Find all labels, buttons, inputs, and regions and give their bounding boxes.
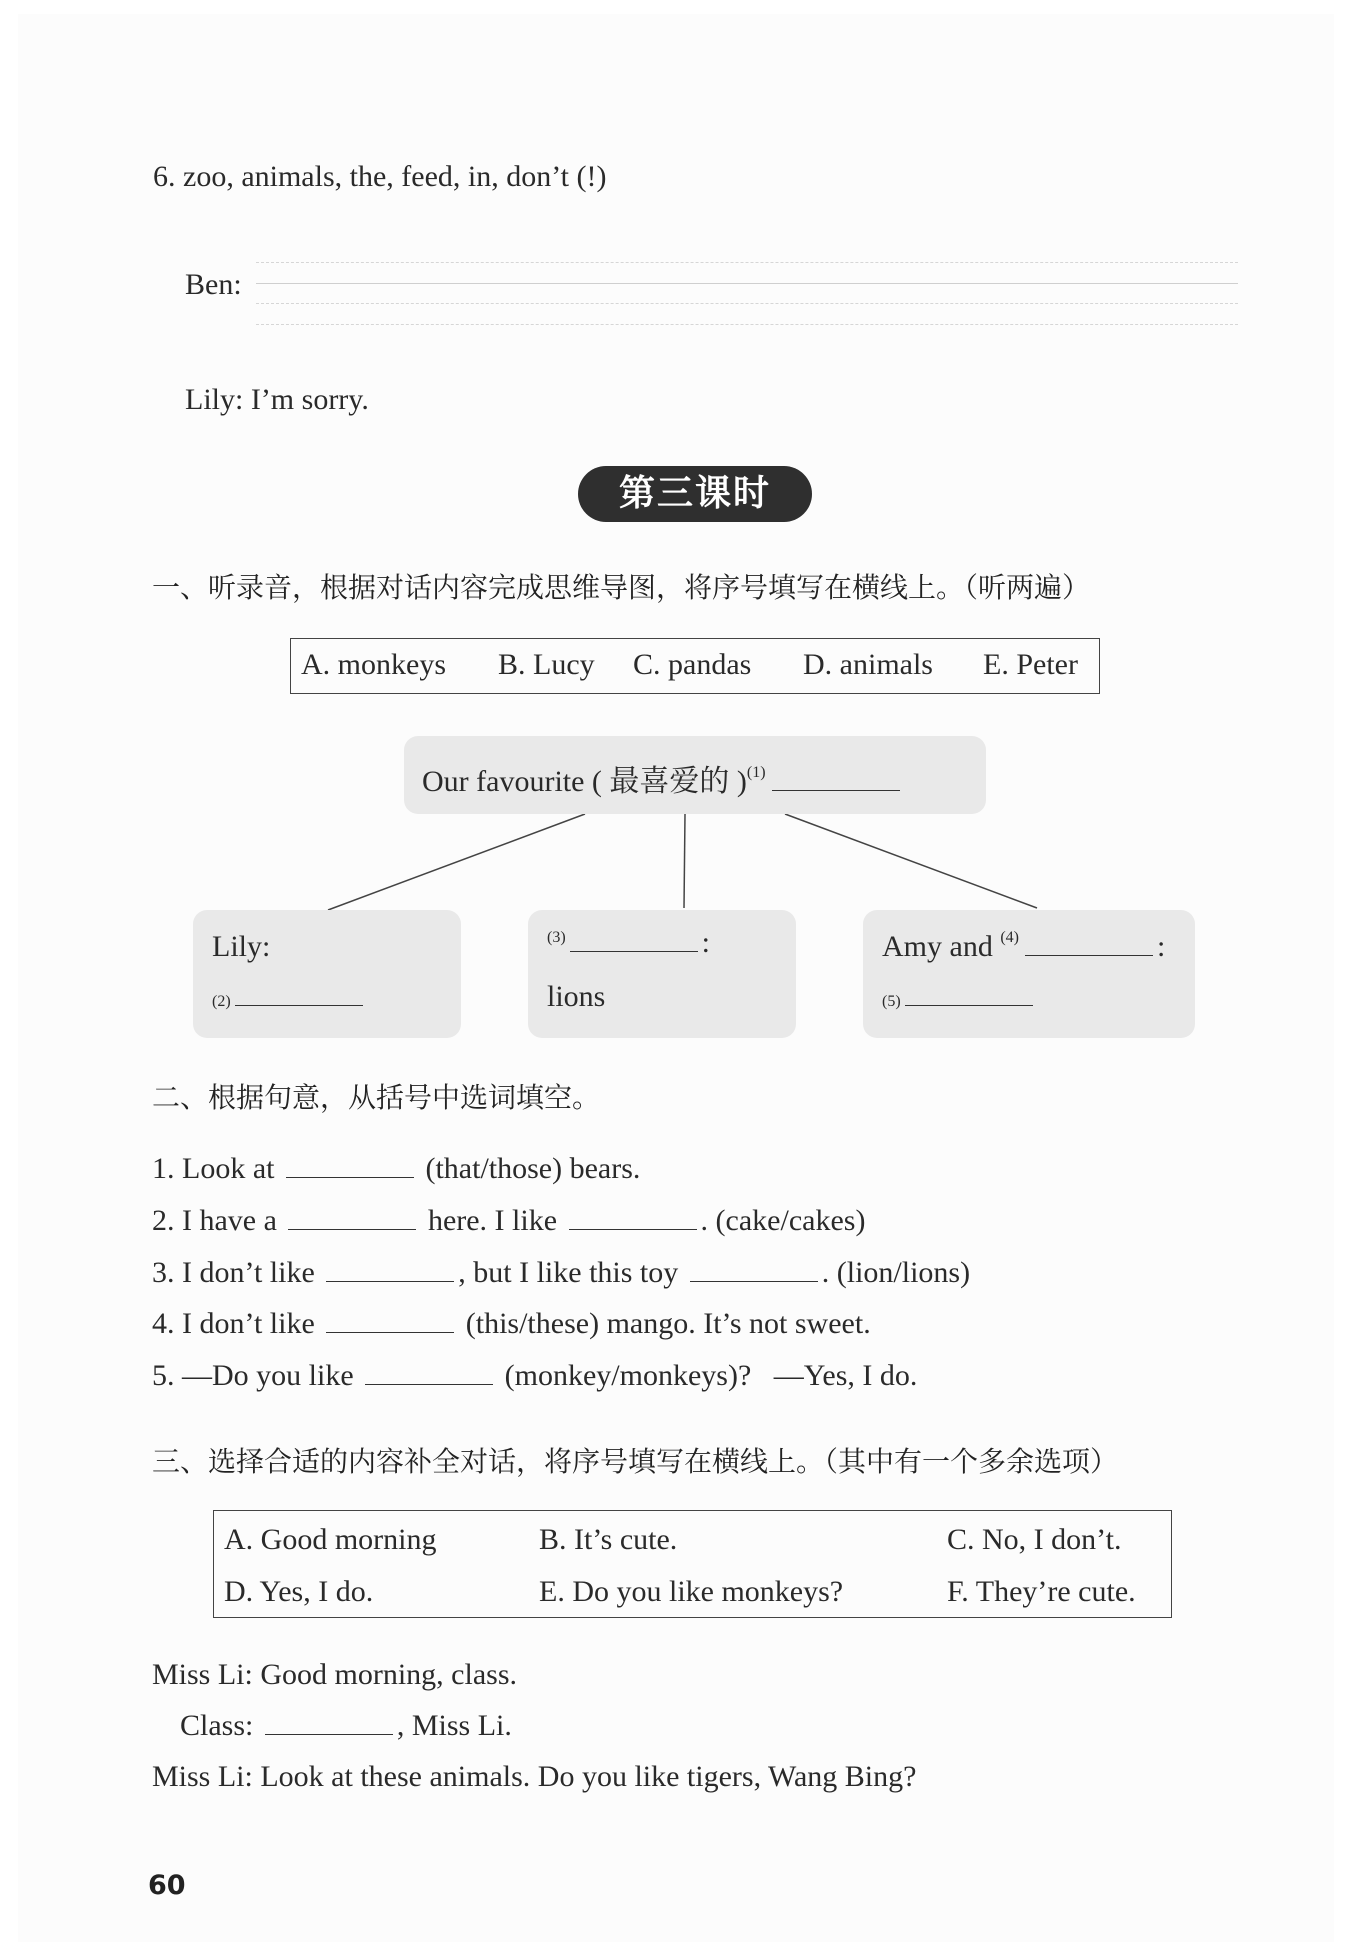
mid-blank-row — [547, 926, 710, 960]
root-text: Our favourite ( 最喜爱的 ) — [422, 765, 747, 798]
s2-item-3-text-c: . (lion/lions) — [821, 1256, 971, 1289]
blank-2[interactable] — [235, 1004, 363, 1006]
amy-colon: : — [1156, 930, 1166, 963]
blank-4[interactable] — [1025, 954, 1153, 956]
s3-dialogue-line-2 — [180, 1709, 512, 1743]
section2-heading: 二、根据句意，从括号中选词填空。 — [152, 1081, 601, 1114]
s3-dialogue-line-3: Miss Li: Look at these animals. Do you like tigers, Wang Bing? — [152, 1760, 917, 1793]
s2-item-5-text-c: —Yes, I do. — [773, 1359, 918, 1392]
section3-options-box — [213, 1510, 1172, 1618]
lily-index: (2) — [212, 993, 231, 1010]
s2-blank-2a[interactable] — [288, 1228, 416, 1230]
section1-heading: 一、听录音，根据对话内容完成思维导图，将序号填写在横线上。（听两遍） — [152, 571, 1091, 604]
amy-second-row — [882, 980, 1037, 1014]
amy-index-2: (5) — [882, 993, 901, 1010]
q6-prompt: 6. zoo, animals, the, feed, in, don’t (!) — [153, 160, 607, 193]
s2-item-5-text-a: 5. —Do you like — [152, 1359, 354, 1392]
s2-blank-4[interactable] — [326, 1331, 454, 1333]
blank-1[interactable] — [772, 789, 900, 791]
lily-label: Lily: — [212, 930, 271, 963]
s3-blank-1[interactable] — [265, 1733, 393, 1735]
s3-dialogue-line-2-rest: , Miss Li. — [396, 1709, 512, 1742]
option-a: A. monkeys — [301, 648, 446, 681]
mid-index: (3) — [547, 929, 566, 946]
s3-option-f: F. They’re cute. — [947, 1575, 1136, 1608]
s2-blank-3a[interactable] — [326, 1280, 454, 1282]
s2-item-2-text-b: here. I like — [427, 1204, 558, 1237]
s2-item-3-text-a: 3. I don’t like — [152, 1256, 315, 1289]
s2-item-1-text-b: (that/those) bears. — [425, 1152, 641, 1185]
option-e: E. Peter — [983, 648, 1078, 681]
s2-item-4-text-b: (this/these) mango. It’s not sweet. — [465, 1307, 871, 1340]
s2-item-2-text-c: . (cake/cakes) — [700, 1204, 866, 1237]
lily-blank-row — [212, 980, 367, 1014]
s3-option-a: A. Good morning — [224, 1523, 437, 1556]
s2-blank-3b[interactable] — [690, 1280, 818, 1282]
s2-item-1-text-a: 1. Look at — [152, 1152, 275, 1185]
option-b: B. Lucy — [498, 648, 595, 681]
option-d: D. animals — [803, 648, 933, 681]
mid-colon: : — [701, 926, 710, 959]
s3-option-e: E. Do you like monkeys? — [539, 1575, 844, 1608]
s2-item-2-text-a: 2. I have a — [152, 1204, 277, 1237]
s2-item-4-text-a: 4. I don’t like — [152, 1307, 315, 1340]
s2-blank-5[interactable] — [365, 1383, 493, 1385]
section3-heading: 三、选择合适的内容补全对话，将序号填写在横线上。（其中有一个多余选项） — [152, 1445, 1119, 1478]
q6-ben-label: Ben: — [185, 268, 242, 301]
amy-blank-row — [882, 930, 1165, 964]
s2-item-3-text-b: , but I like this toy — [458, 1256, 679, 1289]
mid-value: lions — [547, 980, 606, 1013]
s3-option-d: D. Yes, I do. — [224, 1575, 374, 1608]
s2-item-3 — [152, 1256, 970, 1290]
s2-item-5-text-b: (monkey/monkeys)? — [504, 1359, 752, 1392]
s3-dialogue-line-1: Miss Li: Good morning, class. — [152, 1658, 517, 1691]
amy-label: Amy and — [882, 930, 993, 963]
amy-index: (4) — [1000, 929, 1019, 946]
s2-item-1 — [152, 1152, 640, 1186]
s3-option-b: B. It’s cute. — [539, 1523, 678, 1556]
s3-dialogue-speaker: Class: — [180, 1709, 254, 1742]
s2-item-4 — [152, 1307, 871, 1341]
page-number: 60 — [148, 1870, 186, 1901]
s2-blank-2b[interactable] — [569, 1228, 697, 1230]
s2-item-5 — [152, 1359, 917, 1393]
lesson-badge: 第三课时 — [578, 466, 812, 522]
s3-option-c: C. No, I don’t. — [947, 1523, 1122, 1556]
root-label — [422, 756, 904, 800]
blank-3[interactable] — [570, 950, 698, 952]
option-c: C. pandas — [633, 648, 752, 681]
s2-item-2 — [152, 1204, 865, 1238]
root-index: (1) — [746, 764, 766, 781]
s2-blank-1[interactable] — [286, 1176, 414, 1178]
blank-5[interactable] — [905, 1004, 1033, 1006]
q6-lily-line: Lily: I’m sorry. — [185, 383, 369, 416]
